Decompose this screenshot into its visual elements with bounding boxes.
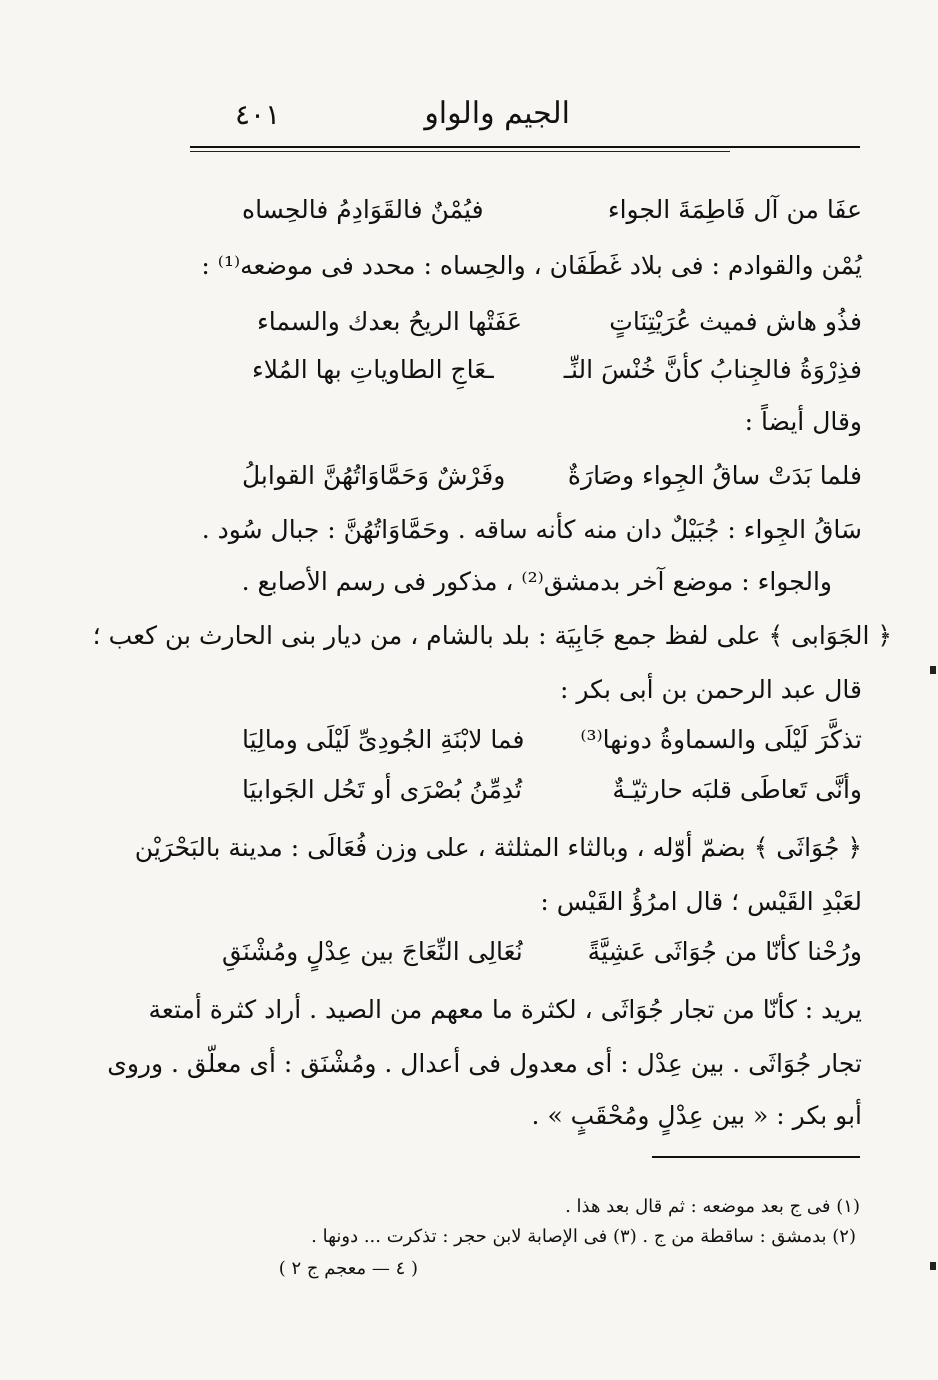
prose-line: ﴿ جُوَاثَى ﴾ بضمّ أوّله ، وبالثاء المثلثة ، على وزن فُعَالَى : مدينة بالبَحْرَيْن: [134, 833, 862, 862]
prose-line: سَاقُ الجِواء : جُبَيْلٌ دان منه كأنه ساقه . وحَمَّاوَاتُهُنَّ : جبال سُود .: [201, 515, 862, 544]
verse-line: [252, 350, 862, 390]
verse-hemistich-first: فذِرْوَةُ فالجِنابُ كأنَّ خُنْسَ النِّـ: [563, 355, 862, 384]
verse-hemistich-first: تذكَّرَ لَيْلَى والسماوةُ دونها⁽³⁾: [580, 725, 862, 754]
verse-hemistich-second: نُعَالِى النِّعَاجَ بين عِدْلٍ ومُشْنَقِ: [222, 937, 523, 966]
page-number: ٤٠١: [235, 98, 281, 131]
verse-hemistich-first: فلما بَدَتْ ساقُ الجِواء وصَارَةٌ: [567, 461, 862, 490]
prose-line: لعَبْدِ القَيْس ؛ قال امرُؤُ القَيْس :: [540, 887, 862, 916]
signature-mark: ( ٤ — معجم ج ٢ ): [278, 1258, 418, 1279]
verse-hemistich-first: وأنَّى تَعاطَى قلبَه حارثيّـةٌ: [612, 775, 862, 804]
verse-hemistich-first: فذُو هاش فميث عُرَيْتِنَاتٍ: [609, 307, 862, 336]
verse-hemistich-first: ورُحْنا كأنّا من جُوَاثَى عَشِيَّةً: [587, 937, 862, 966]
verse-hemistich-second: تُدِمِّنُ بُصْرَى أو تَحُل الجَوابيَا: [242, 775, 523, 804]
prose-line: ﴿ الجَوَابى ﴾ على لفظ جمع جَابِيَة : بلد بالشام ، من ديار بنى الحارث بن كعب ؛: [92, 621, 892, 650]
verse-line: [257, 302, 862, 342]
verse-hemistich-second: فما لابْنَةِ الجُودِىِّ لَيْلَى ومالِيَا: [242, 725, 525, 754]
verse-hemistich-second: فيُمْنٌ فالقَوَادِمُ فالحِساه: [242, 195, 484, 224]
verse-hemistich-first: عفَا من آل فَاطِمَةَ الجواء: [607, 195, 862, 224]
prose-line: أبو بكر : « بين عِدْلٍ ومُحْقَبٍ » .: [531, 1101, 862, 1130]
footnote-rule: [652, 1156, 860, 1158]
prose-line: يريد : كأنّا من تجار جُوَاثَى ، لكثرة ما معهم من الصيد . أراد كثرة أمتعة: [148, 995, 862, 1024]
margin-mark: [930, 666, 936, 674]
verse-hemistich-second: عَفَتْها الريحُ بعدك والسماء: [257, 307, 523, 336]
verse-line: [242, 456, 862, 496]
verse-line: [242, 720, 862, 760]
prose-line: والجواء : موضع آخر بدمشق⁽²⁾ ، مذكور فى رسم الأصابع .: [241, 567, 832, 596]
verse-line: [242, 190, 862, 230]
page-header: [190, 96, 860, 136]
verse-hemistich-second: وفَرْشٌ وَحَمَّاوَاتُهُنَّ القوابلُ: [242, 461, 506, 490]
footnote: (١) فى ج بعد موضعه : ثم قال بعد هذا .: [565, 1196, 860, 1217]
header-rule-thin: [190, 151, 730, 152]
prose-line: قال عبد الرحمن بن أبى بكر :: [559, 675, 862, 704]
prose-line: تجار جُوَاثَى . بين عِدْل : أى معدول فى أعدال . ومُشْنَق : أى معلّق . وروى: [107, 1049, 862, 1078]
verse-hemistich-second: ـعَاجِ الطاوياتِ بها المُلاء: [252, 355, 494, 384]
running-title: الجيم والواو: [424, 96, 570, 131]
footnote: (٢) بدمشق : ساقطة من ج . (٣) فى الإصابة لابن حجر : تذكرت ... دونها .: [311, 1226, 856, 1247]
header-rule: [190, 146, 860, 148]
verse-line: [242, 770, 862, 810]
margin-mark: [930, 1262, 936, 1270]
prose-line: وقال أيضاً :: [744, 407, 862, 436]
prose-line: يُمْن والقوادم : فى بلاد غَطَفَان ، والحِساه : محدد فى موضعه⁽¹⁾ :: [201, 251, 862, 280]
verse-line: [222, 932, 862, 972]
